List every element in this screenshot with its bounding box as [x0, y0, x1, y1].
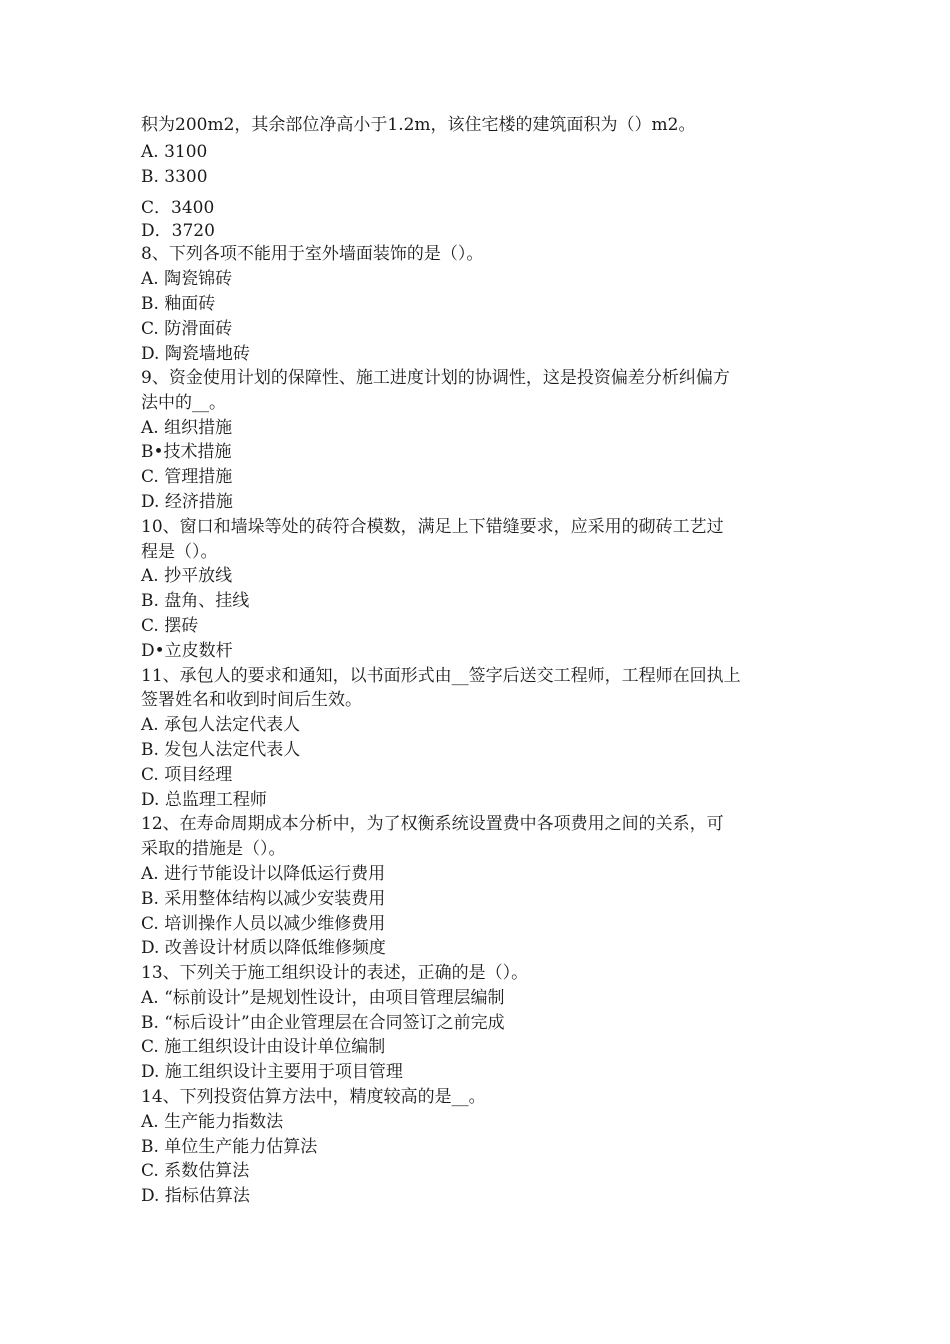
option-line: B. 发包人法定代表人 [141, 740, 301, 760]
option-line: B. 盘角、挂线 [141, 591, 250, 611]
option-line: D. 改善设计材质以降低维修频度 [141, 938, 386, 958]
option-line: D. 施工组织设计主要用于项目管理 [141, 1062, 403, 1082]
option-line: D．3720 [141, 221, 215, 241]
question-line: 13、下列关于施工组织设计的表述，正确的是（）。 [141, 963, 529, 983]
option-line: D. 陶瓷墙地砖 [141, 344, 250, 364]
question-line: 14、下列投资估算方法中，精度较高的是__。 [141, 1087, 486, 1107]
option-line: D•立皮数杆 [141, 641, 233, 661]
option-line: C. 项目经理 [141, 765, 233, 785]
option-line: C. 系数估算法 [141, 1161, 250, 1181]
option-line: D. 指标估算法 [141, 1186, 250, 1206]
question-line: 采取的措施是（）。 [141, 839, 286, 859]
option-line: C. 防滑面砖 [141, 319, 233, 339]
option-line: C．3400 [141, 198, 215, 218]
question-line: 10、窗口和墙垛等处的砖符合模数，满足上下错缝要求，应采用的砌砖工艺过 [141, 517, 724, 537]
option-line: B. “标后设计”由企业管理层在合同签订之前完成 [141, 1013, 505, 1033]
question-line: 9、资金使用计划的保障性、施工进度计划的协调性，这是投资偏差分析纠偏方 [141, 368, 730, 388]
question-line: 8、下列各项不能用于室外墙面装饰的是（）。 [141, 244, 484, 264]
option-line: B. 3300 [141, 167, 208, 187]
option-line: A. 3100 [141, 142, 208, 162]
option-line: B. 釉面砖 [141, 294, 216, 314]
option-line: D. 经济措施 [141, 492, 233, 512]
option-line: B•技术措施 [141, 442, 232, 462]
option-line: A. 生产能力指数法 [141, 1112, 284, 1132]
option-line: A. 进行节能设计以降低运行费用 [141, 864, 386, 884]
option-line: C. 摆砖 [141, 616, 199, 636]
option-line: C. 管理措施 [141, 467, 233, 487]
option-line: B. 单位生产能力估算法 [141, 1137, 318, 1157]
question-line: 程是（）。 [141, 542, 218, 562]
question-line: 12、在寿命周期成本分析中，为了权衡系统设置费中各项费用之间的关系，可 [141, 814, 724, 834]
option-line: D. 总监理工程师 [141, 790, 267, 810]
option-line: A. 陶瓷锦砖 [141, 269, 233, 289]
option-line: A. 抄平放线 [141, 566, 233, 586]
option-line: C. 培训操作人员以减少维修费用 [141, 914, 386, 934]
option-line: A. 承包人法定代表人 [141, 715, 301, 735]
question-line: 签署姓名和收到时间后生效。 [141, 690, 362, 710]
option-line: C. 施工组织设计由设计单位编制 [141, 1037, 386, 1057]
option-line: B. 采用整体结构以减少安装费用 [141, 889, 386, 909]
question-line: 法中的__。 [141, 393, 226, 413]
text-line: 积为200m2，其余部位净高小于1.2m，该住宅楼的建筑面积为（）m2。 [141, 115, 696, 135]
question-line: 11、承包人的要求和通知，以书面形式由__签字后送交工程师，工程师在回执上 [141, 666, 741, 686]
option-line: A. 组织措施 [141, 418, 233, 438]
option-line: A. “标前设计”是规划性设计，由项目管理层编制 [141, 988, 505, 1008]
